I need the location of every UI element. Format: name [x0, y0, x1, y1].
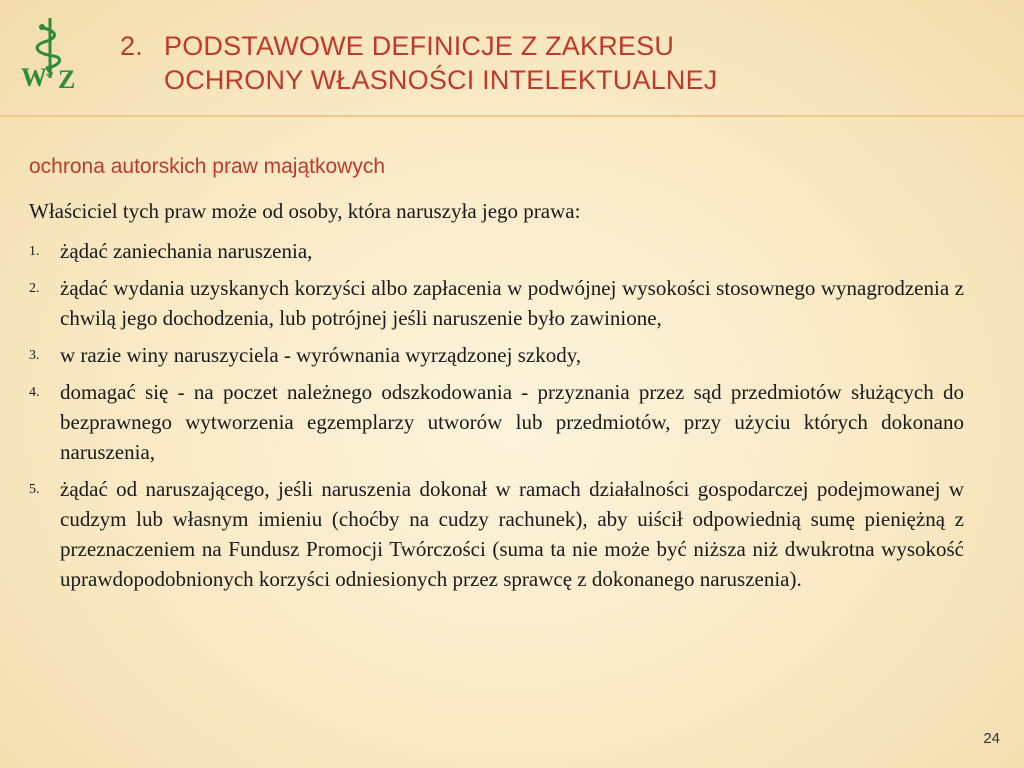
title-line-1: PODSTAWOWE DEFINICJE Z ZAKRESU [164, 31, 675, 61]
slide-title [120, 29, 1000, 97]
list-item-text: domagać się - na poczet należnego odszkodowania - przyznania przez sąd przedmiotów służących do bezprawnego wytworzenia egzemplarzy utworów lub przedmiotów, przy użyciu których dokonano naruszenia, [60, 380, 964, 464]
title-number: 2. [120, 31, 143, 61]
svg-text:S: S [46, 64, 54, 79]
intro-text: Właściciel tych praw może od osoby, która naruszyła jego prawa: [29, 199, 581, 223]
list-item [29, 340, 964, 370]
svg-text:Z: Z [58, 65, 76, 94]
title-line-2: OCHRONY WŁASNOŚCI INTELEKTUALNEJ [164, 65, 718, 95]
list-item-text: żądać od naruszającego, jeśli naruszenia dokonał w ramach działalności gospodarczej podejmowanej w cudzym lub własnym imieniu (choćby na cudzy rachunek), aby uiścił odpowiednią sumę pieniężną z przeznaczeniem na Fundusz Promocji Twórczości (suma ta nie może być niższa niż dwukrotna wysokość uprawdopodobnionych korzyści odniesionych przez sprawcę z dokonanego naruszenia). [60, 477, 964, 591]
list-item-number: 2. [29, 281, 40, 296]
list-item-number: 5. [29, 482, 40, 497]
page-number: 24 [983, 730, 1000, 747]
list-item-number: 1. [29, 244, 40, 259]
list-item-text: żądać wydania uzyskanych korzyści albo zapłacenia w podwójnej wysokości stosownego wynagrodzenia z chwilą jego dochodzenia, lub potrójnej jeśli naruszenie było zawinione, [60, 276, 964, 330]
university-logo-icon [20, 14, 84, 94]
list-item [29, 474, 964, 594]
list-item [29, 377, 964, 467]
title-divider [0, 115, 1024, 117]
list-item-number: 4. [29, 385, 40, 400]
list-item [29, 236, 964, 266]
list-item-text: żądać zaniechania naruszenia, [60, 239, 313, 263]
svg-text:W: W [21, 63, 47, 92]
list-item [29, 273, 964, 333]
rights-list [29, 236, 964, 601]
list-item-number: 3. [29, 348, 40, 363]
slide-subtitle: ochrona autorskich praw majątkowych [29, 155, 385, 178]
list-item-text: w razie winy naruszyciela - wyrównania wyrządzonej szkody, [60, 343, 582, 367]
